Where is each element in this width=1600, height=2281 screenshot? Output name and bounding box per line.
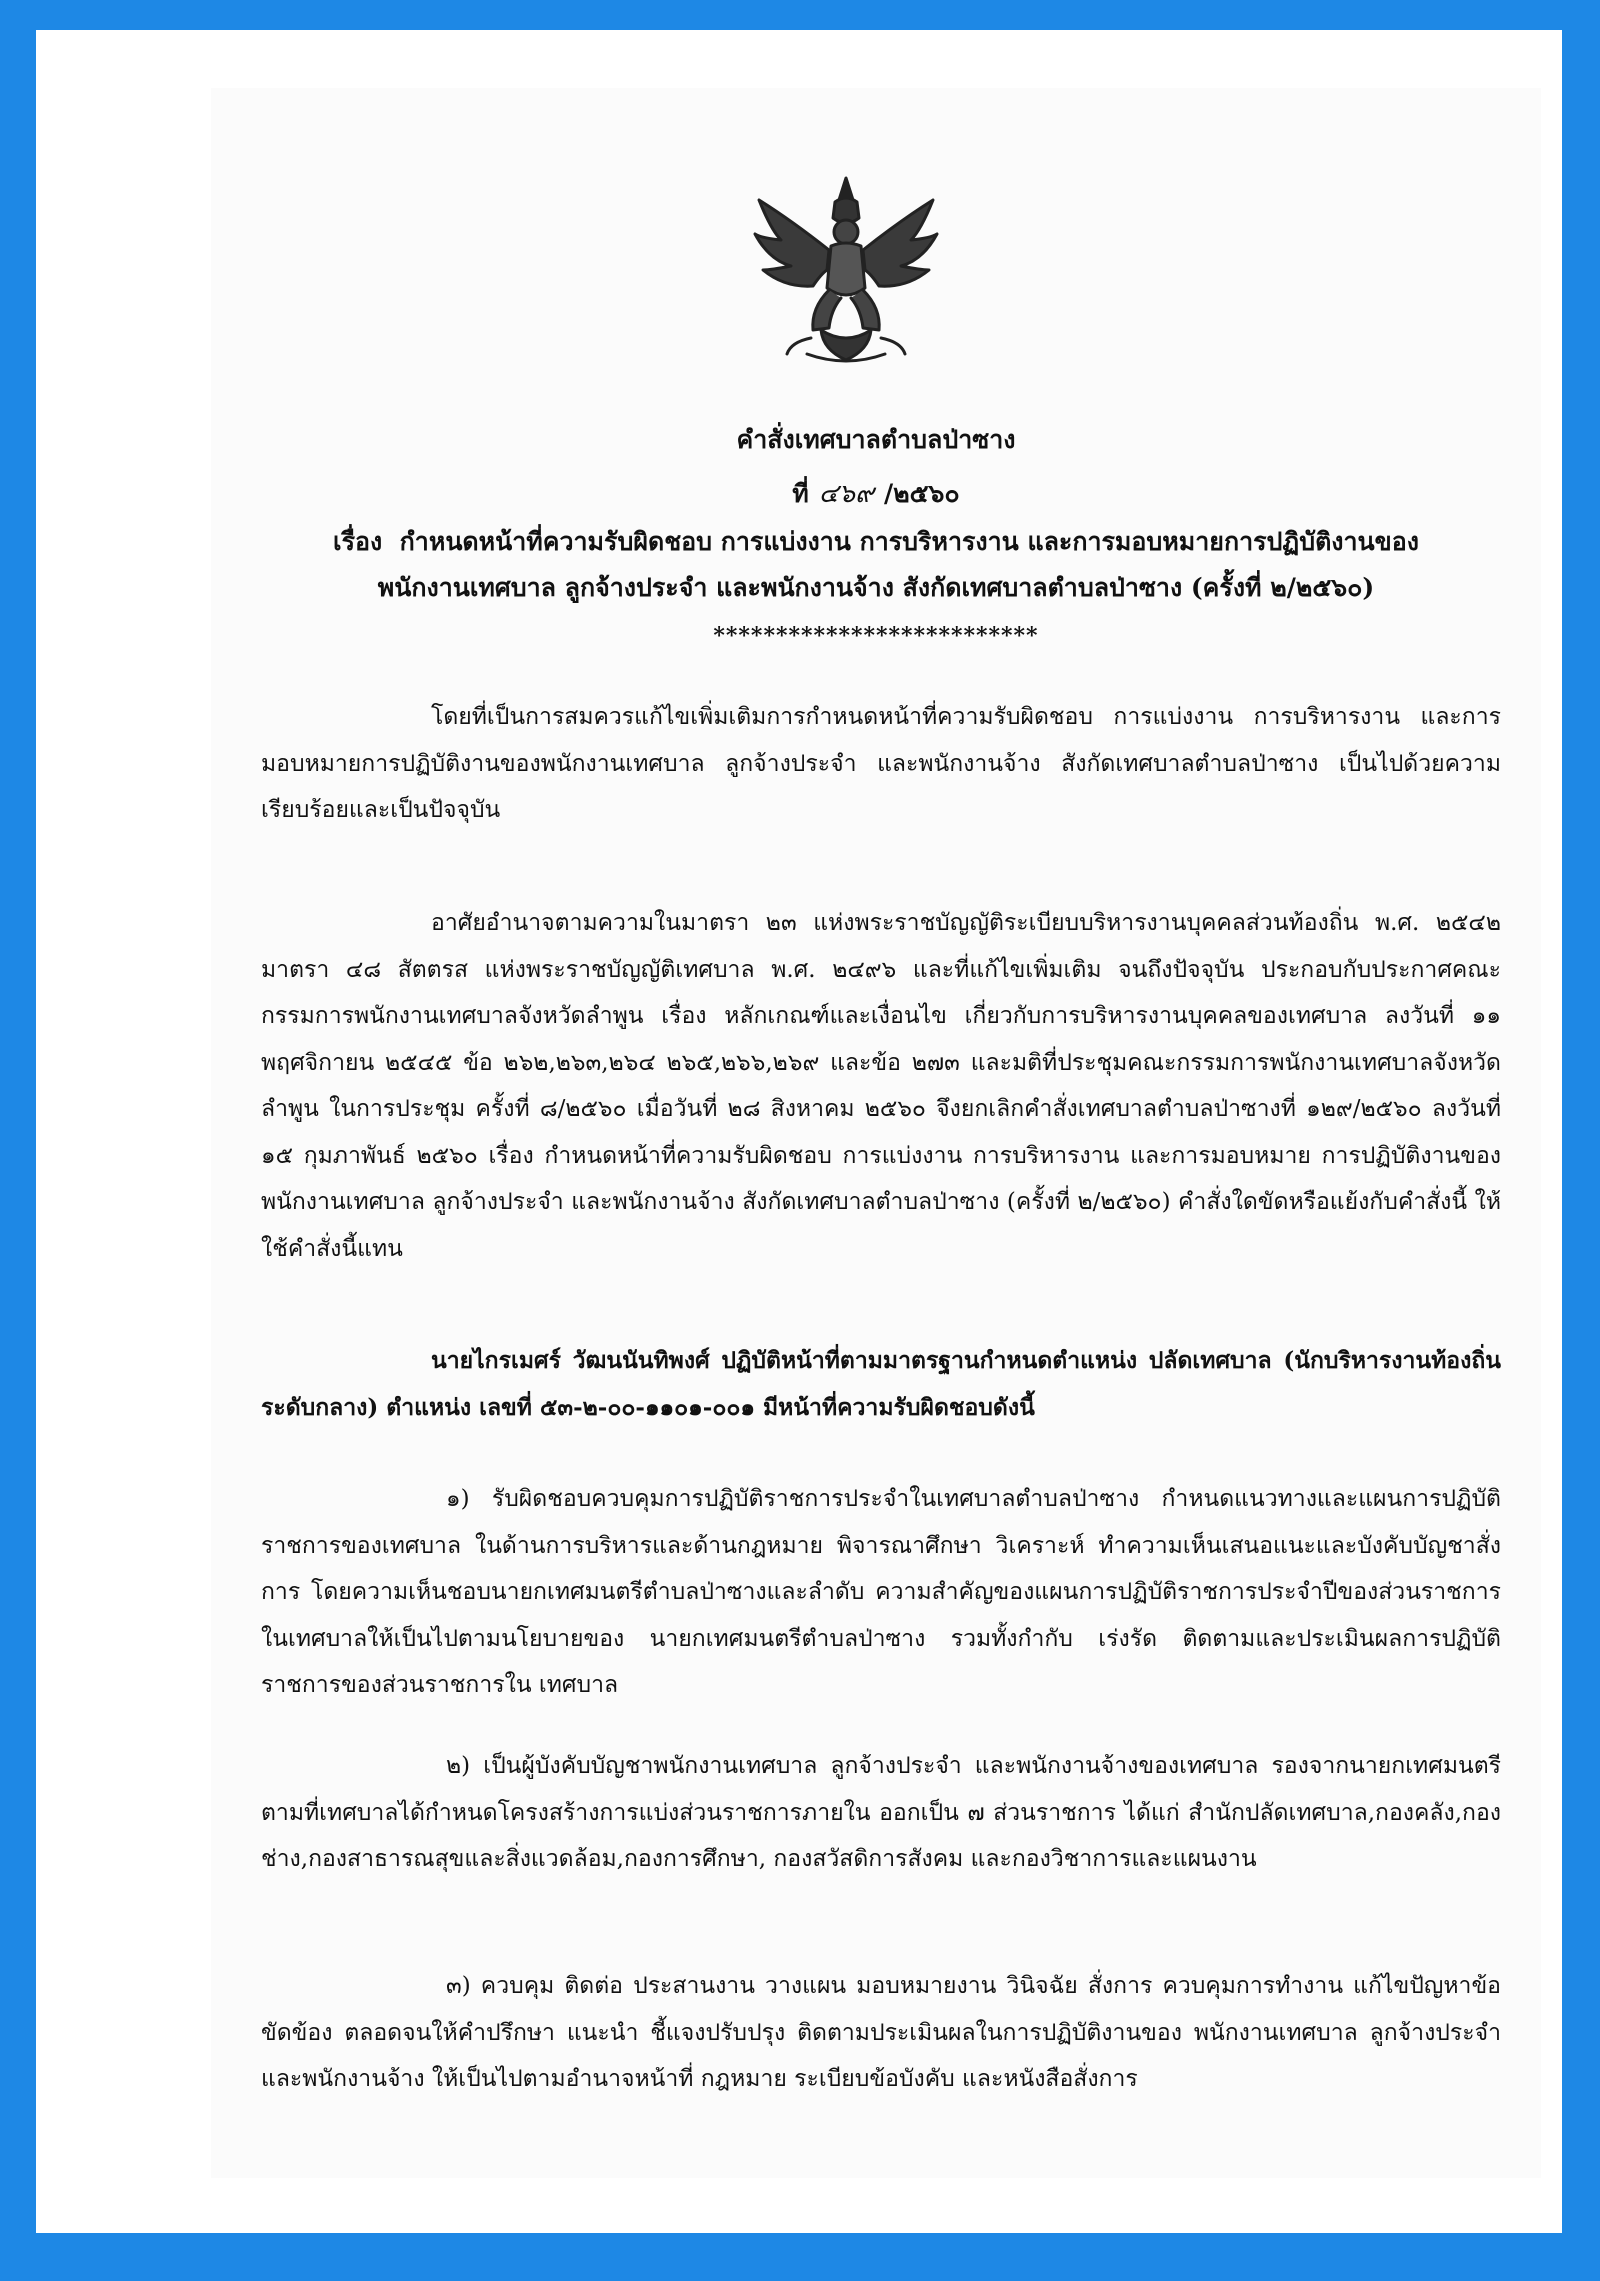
duty-item-2: ๒) เป็นผู้บังคับบัญชาพนักงานเทศบาล ลูกจ้างประจำ และพนักงานจ้างของเทศบาล รองจากนายกเทศมนตรี ตามที่เทศบาลได้กำหนดโครงสร้างการแบ่งส่วนราชการภายใน ออกเป็น ๗ ส่วนราชการ ได้แก่ สำนักปลัดเทศบาล,กองคลัง,กองช่าง,กองสาธารณสุขและสิ่งแวดล้อม,กองการศึกษา, กองสวัสดิการสังคม และกองวิชาการและแผนงาน: [261, 1753, 1501, 1872]
handwritten-number: ๔๖๙: [818, 479, 875, 509]
subject-text-1: กำหนดหน้าที่ความรับผิดชอบ การแบ่งงาน การบริหารงาน และการมอบหมายการปฏิบัติงานของ: [399, 527, 1419, 556]
garuda-emblem-icon: [751, 170, 941, 370]
number-year: /๒๕๖๐: [884, 479, 960, 508]
paragraph-rationale: โดยที่เป็นการสมควรแก้ไขเพิ่มเติมการกำหนดหน้าที่ความรับผิดชอบ การแบ่งงาน การบริหารงาน และการมอบหมายการปฏิบัติงานของพนักงานเทศบาล ลูกจ้างประจำ และพนักงานจ้าง สังกัดเทศบาลตำบลป่าซาง เป็นไปด้วยความเรียบร้อยและเป็นปัจจุบัน: [261, 704, 1501, 823]
document-sheet: [211, 88, 1541, 2178]
paragraph-assignee: นายไกรเมศร์ วัฒนนันทิพงศ์ ปฏิบัติหน้าที่ตามมาตรฐานกำหนดตำแหน่ง ปลัดเทศบาล (นักบริหารงานท้องถิ่น ระดับกลาง) ตำแหน่ง เลขที่ ๕๓-๒-๐๐-๑๑๐๑-๐๐๑ มีหน้าที่ความรับผิดชอบดังนี้: [261, 1347, 1501, 1421]
duty-item-1: ๑) รับผิดชอบควบคุมการปฏิบัติราชการประจำในเทศบาลตำบลป่าซาง กำหนดแนวทางและแผนการปฏิบัติราชการของเทศบาล ในด้านการบริหารและด้านกฎหมาย พิจารณาศึกษา วิเคราะห์ ทำความเห็นเสนอแนะและบังคับบัญชาสั่งการ โดยความเห็นชอบนายกเทศมนตรีตำบลป่าซางและลำดับ ความสำคัญของแผนการปฏิบัติราชการประจำปีของส่วนราชการในเทศบาลให้เป็นไปตามนโยบายของ นายกเทศมนตรีตำบลป่าซาง รวมทั้งกำกับ เร่งรัด ติดตามและประเมินผลการปฏิบัติราชการของส่วนราชการใน เทศบาล: [261, 1486, 1501, 1698]
document-title: คำสั่งเทศบาลตำบลป่าซาง: [736, 425, 1016, 454]
paragraph-authority: อาศัยอำนาจตามความในมาตรา ๒๓ แห่งพระราชบัญญัติระเบียบบริหารงานบุคคลส่วนท้องถิ่น พ.ศ. ๒๕๔๒ มาตรา ๔๘ สัตตรส แห่งพระราชบัญญัติเทศบาล พ.ศ. ๒๔๙๖ และที่แก้ไขเพิ่มเติม จนถึงปัจจุบัน ประกอบกับประกาศคณะกรรมการพนักงานเทศบาลจังหวัดลำพูน เรื่อง หลักเกณฑ์และเงื่อนไข เกี่ยวกับการบริหารงานบุคคลของเทศบาล ลงวันที่ ๑๑ พฤศจิกายน ๒๕๔๕ ข้อ ๒๖๒,๒๖๓,๒๖๔ ๒๖๕,๒๖๖,๒๖๙ และข้อ ๒๗๓ และมติที่ประชุมคณะกรรมการพนักงานเทศบาลจังหวัดลำพูน ในการประชุม ครั้งที่ ๘/๒๕๖๐ เมื่อวันที่ ๒๘ สิงหาคม ๒๕๖๐ จึงยกเลิกคำสั่งเทศบาลตำบลป่าซางที่ ๑๒๙/๒๕๖๐ ลงวันที่ ๑๕ กุมภาพันธ์ ๒๕๖๐ เรื่อง กำหนดหน้าที่ความรับผิดชอบ การแบ่งงาน การบริหารงาน และการมอบหมาย การปฏิบัติงานของพนักงานเทศบาล ลูกจ้างประจำ และพนักงานจ้าง สังกัดเทศบาลตำบลป่าซาง (ครั้งที่ ๒/๒๕๖๐) คำสั่งใดขัดหรือแย้งกับคำสั่งนี้ ให้ใช้คำสั่งนี้แทน: [261, 910, 1501, 1262]
duty-item-3: ๓) ควบคุม ติดต่อ ประสานงาน วางแผน มอบหมายงาน วินิจฉัย สั่งการ ควบคุมการทำงาน แก้ไขปัญหาข้อขัดข้อง ตลอดจนให้คำปรึกษา แนะนำ ชี้แจงปรับปรุง ติดตามประเมินผลในการปฏิบัติงานของ พนักงานเทศบาล ลูกจ้างประจำ และพนักงานจ้าง ให้เป็นไปตามอำนาจหน้าที่ กฎหมาย ระเบียบข้อบังคับ และหนังสือสั่งการ: [261, 1973, 1501, 2092]
divider-stars: **************************: [713, 623, 1039, 649]
number-prefix: ที่: [792, 479, 809, 508]
page-frame: [36, 30, 1562, 2233]
subject-label: เรื่อง: [333, 527, 383, 556]
subject-line-2: พนักงานเทศบาล ลูกจ้างประจำ และพนักงานจ้าง สังกัดเทศบาลตำบลป่าซาง (ครั้งที่ ๒/๒๕๖๐): [377, 573, 1375, 602]
subject-line-1: [211, 520, 1541, 564]
order-number: [211, 472, 1541, 516]
